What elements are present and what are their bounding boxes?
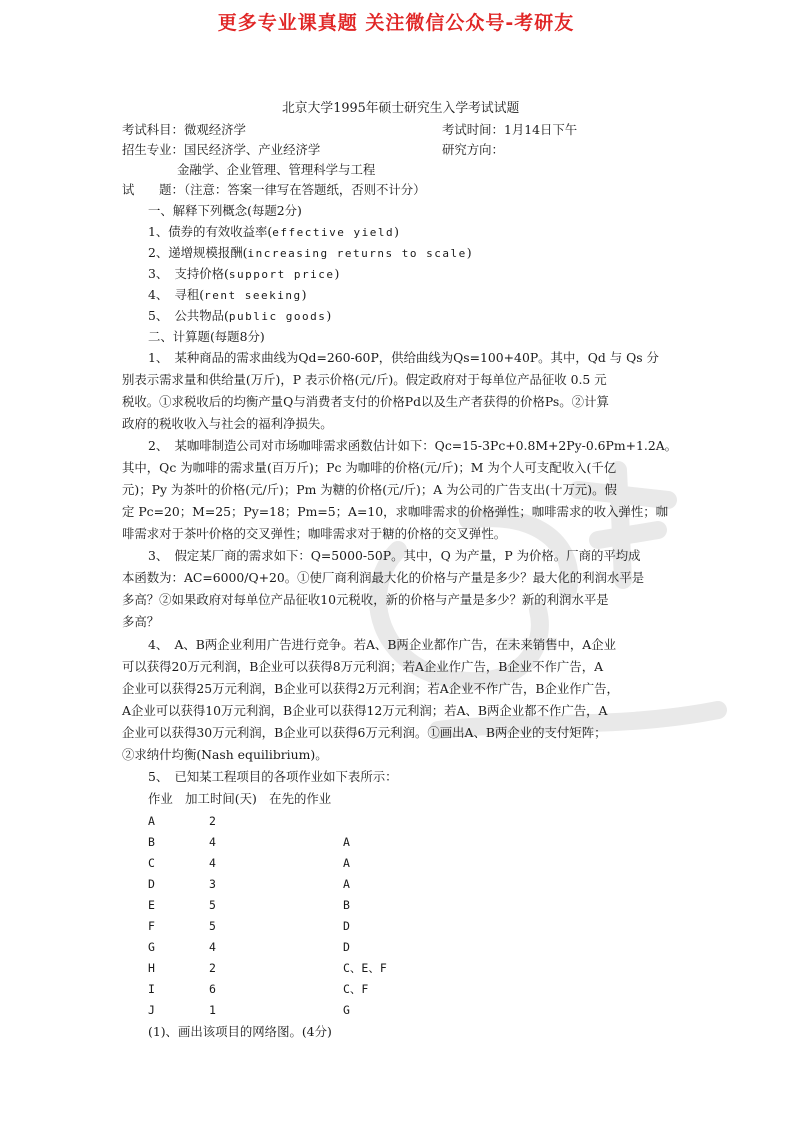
part2-heading: 二、计算题(每题8分) (148, 329, 265, 344)
task-row-pred: D (343, 940, 350, 954)
task-row-time: 4 (209, 835, 216, 849)
task-row-time: 3 (209, 877, 216, 891)
task-row-name: D (148, 877, 155, 891)
task-row-pred: C、F (343, 982, 369, 996)
part1-heading: 一、解释下列概念(每题2分) (148, 203, 302, 218)
task-row-pred: C、E、F (343, 961, 387, 975)
q2-line: 定 Pc=20；M=25；Py=18；Pm=5；A=10，求咖啡需求的价格弹性；咖啡需求的收入弹性；咖 (122, 504, 669, 519)
q4-line: 可以获得20万元利润，B企业可以获得8万元利润；若A企业作广告，B企业不作广告，A (122, 659, 604, 674)
task-row-pred: A (343, 856, 350, 870)
concept-english-term: support price (228, 268, 335, 281)
q4-line: 企业可以获得30万元利润，B企业可以获得6万元利润。①画出A、B两企业的支付矩阵； (122, 725, 607, 740)
exam-direction: 研究方向： (442, 142, 504, 157)
task-row-time: 4 (209, 856, 216, 870)
q1-line: 别表示需求量和供给量(万斤)，P 表示价格(元/斤)。假定政府对于每单位产品征收 0.5 元 (122, 372, 607, 387)
task-row-name: F (148, 919, 155, 933)
concept-english-term: effective yield (272, 226, 395, 239)
concept-item (148, 308, 331, 325)
concept-item (148, 245, 472, 262)
task-row-name: H (148, 961, 155, 975)
q5-intro: 5、 已知某工程项目的各项作业如下表所示： (148, 769, 398, 784)
q2-line: 元)；Py 为茶叶的价格(元/斤)；Pm 为糖的价格(元/斤)；A 为公司的广告支出(十万元)。假 (122, 482, 617, 497)
exam-note (122, 182, 426, 198)
task-table-header: 作业 加工时间(天) 在先的作业 (148, 791, 332, 806)
q1-line: 1、 某种商品的需求曲线为Qd=260-60P，供给曲线为Qs=100+40P。其中，Qd 与 Qs 分 (148, 350, 659, 365)
concept-text: 1、债券的有效收益率( (148, 224, 273, 239)
task-row-time: 5 (209, 919, 216, 933)
concept-english-term: public goods (228, 310, 327, 323)
task-row-name: J (148, 1003, 155, 1017)
q3-line: 多高？②如果政府对每单位产品征收10元税收，新的价格与产量是多少？新的利润水平是 (122, 592, 609, 607)
q3-line: 多高？ (122, 614, 160, 629)
task-row-time: 5 (209, 898, 216, 912)
concept-english-term: rent seeking (204, 289, 302, 302)
concept-text: 4、 寻租( (148, 287, 205, 302)
svg-text:…: … (498, 592, 562, 666)
exam-title: 北京大学1995年硕士研究生入学考试试题 (282, 101, 520, 116)
exam-major: 招生专业：国民经济学、产业经济学 (122, 142, 321, 157)
q4-line: 4、 A、B两企业利用广告进行竞争。若A、B两企业都作广告，在未来销售中，A企业 (148, 637, 617, 652)
concept-item (148, 266, 339, 283)
q3-line: 本函数为：AC=6000/Q+20。①使厂商利润最大化的价格与产量是多少？最大化的利润水平是 (122, 570, 645, 585)
concept-english-term: increasing returns to scale (247, 247, 467, 260)
concept-text: ) (301, 287, 307, 302)
concept-text: ) (326, 308, 332, 323)
q4-line: ②求纳什均衡(Nash equilibrium)。 (122, 747, 328, 762)
promo-banner: 更多专业课真题 关注微信公众号-考研友 (217, 12, 575, 34)
concept-item (148, 287, 306, 304)
concept-text: 2、递增规模报酬( (148, 245, 248, 260)
task-row-time: 2 (209, 961, 216, 975)
q4-line: 企业可以获得25万元利润，B企业可以获得2万元利润；若A企业不作广告，B企业作广告， (122, 681, 619, 696)
task-row-pred: A (343, 877, 350, 891)
q1-line: 政府的税收收入与社会的福利净损失。 (122, 416, 333, 431)
q2-line: 啡需求对于茶叶价格的交叉弹性；咖啡需求对于糖的价格的交叉弹性。 (122, 526, 507, 541)
task-row-name: B (148, 835, 155, 849)
concept-text: ) (394, 224, 399, 239)
task-row-pred: D (343, 919, 350, 933)
task-row-pred: B (343, 898, 350, 912)
note-label: 试 题： (122, 182, 184, 197)
task-row-name: G (148, 940, 155, 954)
exam-major-continued: 金融学、企业管理、管理科学与工程 (177, 162, 376, 177)
q2-line: 其中，Qc 为咖啡的需求量(百万斤)；Pc 为咖啡的价格(元/斤)；M 为个人可支配收入(千亿 (122, 460, 617, 475)
task-row-time: 2 (209, 814, 216, 828)
concept-text: 5、 公共物品( (148, 308, 229, 323)
concept-text: ) (466, 245, 472, 260)
task-row-name: C (148, 856, 155, 870)
q2-line: 2、 某咖啡制造公司对市场咖啡需求函数估计如下：Qc=15-3Pc+0.8M+2Py-0.6Pm+1.2A。 (148, 438, 678, 453)
q5-sub1: (1)、画出该项目的网络图。(4分) (148, 1024, 332, 1039)
exam-time: 考试时间：1月14日下午 (442, 122, 578, 137)
note-text: （注意：答案一律写在答题纸，否则不计分） (183, 182, 426, 197)
exam-subject: 考试科目：微观经济学 (122, 122, 246, 137)
task-row-name: A (148, 814, 155, 828)
task-row-name: I (148, 982, 155, 996)
task-row-pred: A (343, 835, 350, 849)
task-row-time: 4 (209, 940, 216, 954)
concept-item (148, 224, 399, 241)
concept-text: 3、 支持价格( (148, 266, 229, 281)
task-row-time: 1 (209, 1003, 216, 1017)
task-row-time: 6 (209, 982, 216, 996)
q3-line: 3、 假定某厂商的需求如下：Q=5000-50P。其中，Q 为产量，P 为价格。厂商的平均成 (148, 548, 641, 563)
concept-text: ) (334, 266, 340, 281)
task-row-name: E (148, 898, 155, 912)
q4-line: A企业可以获得10万元利润，B企业可以获得12万元利润；若A、B两企业都不作广告，A (122, 703, 608, 718)
task-row-pred: G (343, 1003, 350, 1017)
q1-line: 税收。①求税收后的均衡产量Q与消费者支付的价格Pd以及生产者获得的价格Ps。②计算 (122, 394, 609, 409)
